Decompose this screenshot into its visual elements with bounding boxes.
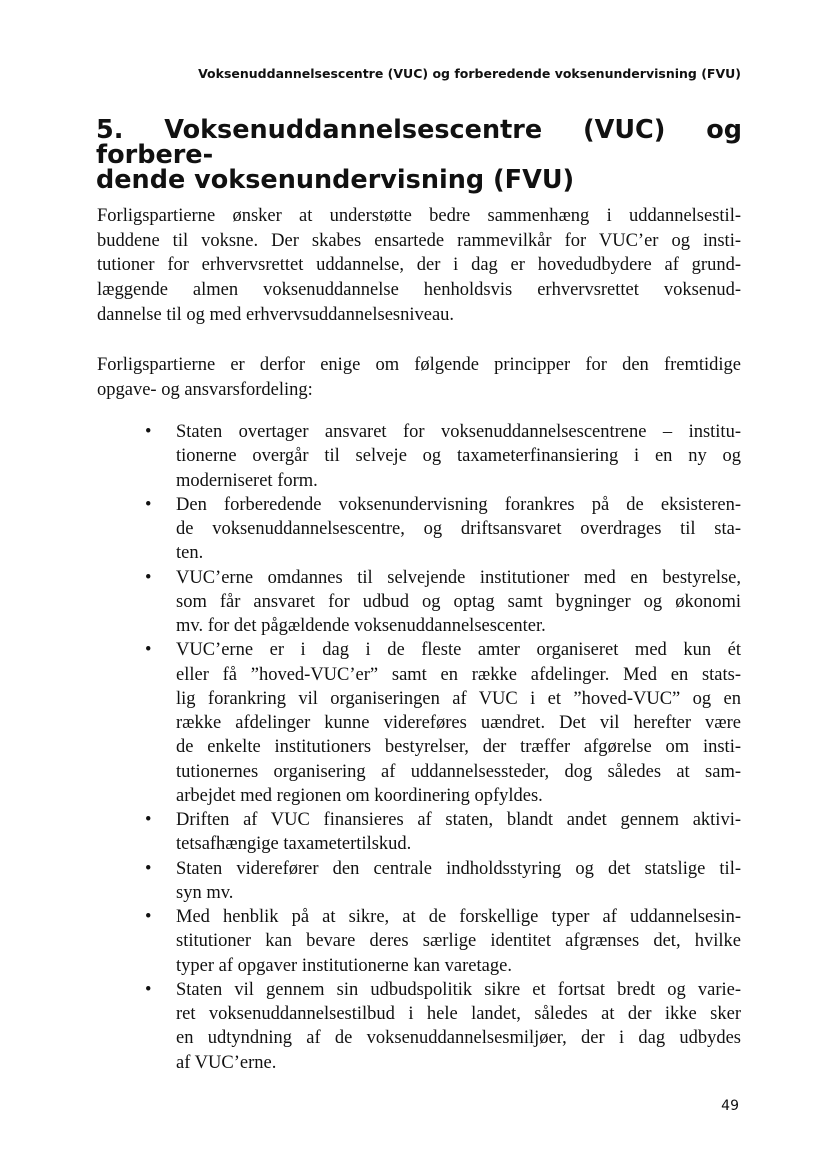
text-line: af VUC’erne.: [176, 1052, 277, 1073]
text-line: lig forankring vil organiseringen af VUC i et ”hoved-VUC” og en: [176, 688, 741, 709]
text-line: tutionernes organisering af uddannelsessteder, dog således at sam-: [176, 761, 741, 782]
list-item: [97, 493, 741, 566]
bullet-icon: •: [145, 494, 152, 515]
text-line: Forligspartierne ønsker at understøtte bedre sammenhæng i uddannelsestil-: [97, 206, 741, 226]
list-item: [97, 978, 741, 1075]
bullet-icon: •: [145, 858, 152, 879]
list-item: [97, 420, 741, 493]
paragraph-intro: [97, 204, 741, 328]
text-line: ret voksenuddannelsestilbud i hele landet, således at der ikke sker: [176, 1004, 741, 1024]
text-line: stitutioner kan bevare deres særlige identitet afgrænses det, hvilke: [176, 931, 741, 952]
text-line: VUC’erne omdannes til selvejende institutioner med en bestyrelse,: [176, 567, 741, 588]
text-line: eller få ”hoved-VUC’er” samt en række afdelinger. Med en stats-: [176, 664, 741, 685]
text-line: Den forberedende voksenundervisning forankres på de eksisteren-: [176, 494, 741, 515]
bullet-icon: •: [145, 422, 152, 442]
text-line: Staten viderefører den centrale indholdsstyring og det statslige til-: [176, 858, 741, 879]
text-line: læggende almen voksenuddannelse henholdsvis erhvervsrettet voksenud-: [97, 280, 741, 301]
text-line: mv. for det pågældende voksenuddannelsescenter.: [176, 616, 546, 636]
bullet-icon: •: [145, 979, 152, 1000]
running-header: Voksenuddannelsescentre (VUC) og forberedende voksenundervisning (FVU): [198, 66, 741, 81]
text-line: Staten vil gennem sin udbudspolitik sikre et fortsat bredt og varie-: [176, 979, 741, 1000]
text-line: Forligspartierne er derfor enige om følgende principper for den fremtidige: [97, 355, 741, 375]
heading-line: 5. Voksenuddannelsescentre (VUC) og forbere-: [96, 115, 742, 170]
text-line: Driften af VUC finansieres af staten, blandt andet gennem aktivi-: [176, 810, 741, 830]
heading-line: dende voksenundervisning (FVU): [96, 165, 575, 195]
text-line: som får ansvaret for udbud og optag samt bygninger og økonomi: [176, 591, 741, 612]
text-line: række afdelinger kunne videreføres uændret. Det vil herefter være: [176, 713, 741, 733]
text-line: syn mv.: [176, 882, 234, 903]
text-line: ten.: [176, 543, 204, 564]
text-line: buddene til voksne. Der skabes ensartede rammevilkår for VUC’er og insti-: [97, 230, 741, 251]
section-heading: [96, 115, 742, 195]
list-item: [97, 905, 741, 978]
text-line: de enkelte institutioners bestyrelser, der træffer afgørelse om insti-: [176, 737, 741, 758]
text-line: moderniseret form.: [176, 470, 318, 491]
text-line: dannelse til og med erhvervsuddannelsesniveau.: [97, 304, 455, 325]
text-line: Med henblik på at sikre, at de forskellige typer af uddannelsesin-: [176, 907, 741, 927]
text-line: de voksenuddannelsescentre, og driftsansvaret overdrages til sta-: [176, 519, 741, 539]
bullet-icon: •: [145, 640, 152, 661]
text-line: Staten overtager ansvaret for voksenuddannelsescentrene – institu-: [176, 422, 741, 442]
paragraph-principles: [97, 353, 741, 402]
bullet-icon: •: [145, 907, 152, 927]
text-line: tetsafhængige taxametertilskud.: [176, 834, 412, 855]
list-item: [97, 566, 741, 639]
bullet-icon: •: [145, 810, 152, 830]
bullet-icon: •: [145, 567, 152, 588]
text-line: tionerne overgår til selveje og taxameterfinansiering i en ny og: [176, 446, 741, 467]
list-item: [97, 638, 741, 808]
page-number: 49: [721, 1098, 739, 1114]
text-line: en udtyndning af de voksenuddannelsesmiljøer, der i dag udbydes: [176, 1028, 741, 1049]
text-line: opgave- og ansvarsfordeling:: [97, 379, 313, 400]
principles-list: [97, 420, 741, 1075]
list-item: [97, 808, 741, 857]
text-line: tutioner for erhvervsrettet uddannelse, der i dag er hovedudbydere af grund-: [97, 255, 741, 276]
text-line: arbejdet med regionen om koordinering opfyldes.: [176, 785, 543, 806]
text-line: VUC’erne er i dag i de fleste amter organiseret med kun ét: [176, 640, 741, 661]
list-item: [97, 857, 741, 906]
text-line: typer af opgaver institutionerne kan varetage.: [176, 955, 512, 976]
